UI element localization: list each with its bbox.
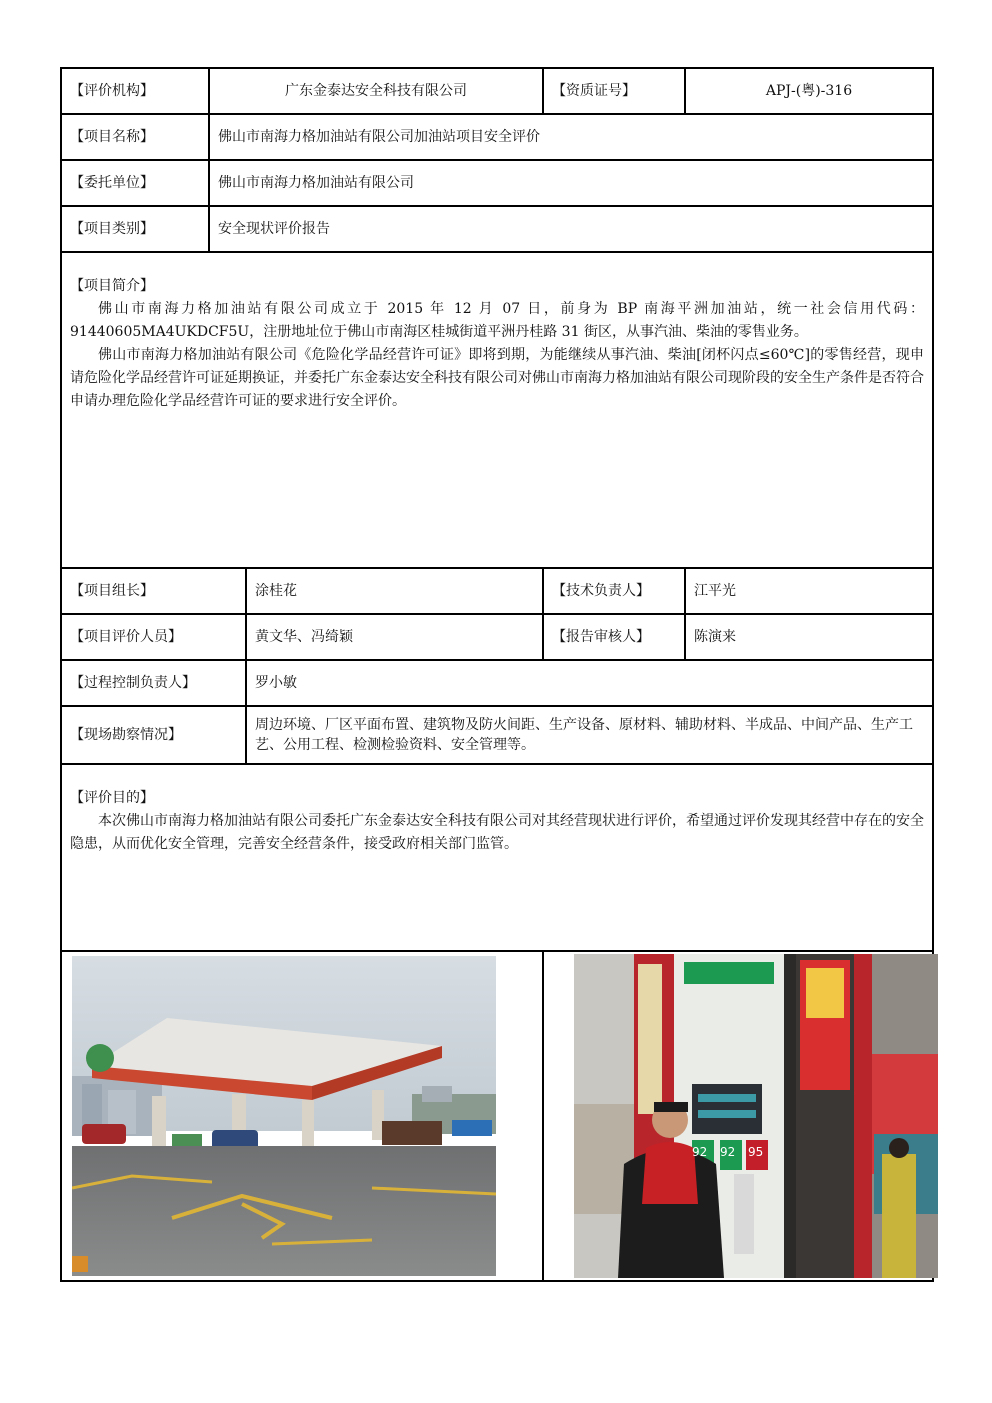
cert-value: APJ-(粤)-316 (685, 68, 933, 114)
photo-cell-left (61, 951, 543, 1281)
leader-label: 【项目组长】 (61, 568, 246, 614)
purpose-section (61, 764, 933, 951)
survey-label: 【现场勘察情况】 (61, 706, 246, 764)
intro-label: 【项目简介】 (70, 278, 154, 294)
tech-value: 江平光 (685, 568, 933, 614)
evaluators-label: 【项目评价人员】 (61, 614, 246, 660)
tech-label: 【技术负责人】 (543, 568, 685, 614)
purpose-text: 本次佛山市南海力格加油站有限公司委托广东金泰达安全科技有限公司对其经营现状进行评价，希望通过评价发现其经营中存在的安全隐患，从而优化安全管理，完善安全经营条件，接受政府相关部门监管。 (70, 813, 924, 852)
reviewer-value: 陈演来 (685, 614, 933, 660)
reviewer-label: 【报告审核人】 (543, 614, 685, 660)
category-label: 【项目类别】 (61, 206, 209, 252)
org-value: 广东金泰达安全科技有限公司 (209, 68, 543, 114)
project-label: 【项目名称】 (61, 114, 209, 160)
fuel-dispenser-with-person-photo (574, 954, 938, 1278)
evaluators-value: 黄文华、冯绮颖 (246, 614, 543, 660)
project-value: 佛山市南海力格加油站有限公司加油站项目安全评价 (209, 114, 933, 160)
intro-section (61, 252, 933, 568)
process-label: 【过程控制负责人】 (61, 660, 246, 706)
survey-value: 周边环境、厂区平面布置、建筑物及防火间距、生产设备、原材料、辅助材料、半成品、中间产品、生产工艺、公用工程、检测检验资料、安全管理等。 (246, 706, 933, 764)
purpose-label: 【评价目的】 (70, 790, 154, 806)
org-label: 【评价机构】 (61, 68, 209, 114)
category-value: 安全现状评价报告 (209, 206, 933, 252)
intro-paragraph-1: 佛山市南海力格加油站有限公司成立于 2015 年 12 月 07 日，前身为 BP 南海平洲加油站，统一社会信用代码：91440605MA4UKDCF5U，注册地址位于佛山市南海区桂城街道平洲丹桂路 31 街区，从事汽油、柴油的零售业务。 (70, 301, 924, 340)
process-value: 罗小敏 (246, 660, 933, 706)
client-label: 【委托单位】 (61, 160, 209, 206)
photo-cell-right (543, 951, 933, 1281)
pump-grade-3: 95 (748, 1145, 764, 1159)
gas-station-canopy-photo (72, 956, 496, 1276)
info-table (60, 67, 934, 1282)
intro-paragraph-2: 佛山市南海力格加油站有限公司《危险化学品经营许可证》即将到期，为能继续从事汽油、柴油[闭杯闪点≤60℃]的零售经营，现申请危险化学品经营许可证延期换证，并委托广东金泰达安全科技有限公司对佛山市南海力格加油站有限公司现阶段的安全生产条件是否符合申请办理危险化学品经营许可证的要求进行安全评价。 (70, 347, 924, 409)
leader-value: 涂桂花 (246, 568, 543, 614)
pump-grade-2: 92 (720, 1145, 736, 1159)
pump-grade-1: 92 (692, 1145, 708, 1159)
cert-label: 【资质证号】 (543, 68, 685, 114)
client-value: 佛山市南海力格加油站有限公司 (209, 160, 933, 206)
evaluation-form (60, 67, 932, 1282)
